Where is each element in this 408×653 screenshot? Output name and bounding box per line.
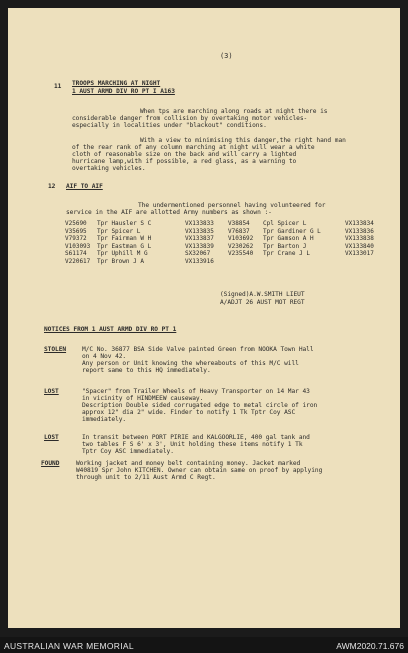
notice-line: immediately.	[82, 416, 127, 423]
signature-title: A/ADJT 26 AUST MOT REGT	[220, 299, 305, 306]
table-cell: V35695	[65, 227, 87, 235]
table-cell: SX32067	[185, 250, 211, 258]
table-cell: V230262	[228, 242, 254, 250]
table-cell: VX133837	[185, 235, 214, 243]
table-cell: S61174	[65, 250, 87, 258]
table-cell: VX133017	[345, 250, 374, 258]
section-12-heading: AIF TO AIF	[66, 183, 103, 190]
section-11-heading: TROOPS MARCHING AT NIGHT	[72, 80, 161, 87]
notice-line: Any person or Unit knowing the whereabouts of this M/C will	[82, 360, 299, 367]
archive-footer	[0, 637, 408, 653]
table-row	[65, 228, 395, 236]
personnel-table	[65, 220, 395, 270]
table-cell: Tpr Gamson A H	[263, 235, 314, 243]
table-cell: Tpr Gardiner G L	[263, 227, 321, 235]
notice-line: approx 12" dia 2" wide. Finder to notify 1 Tk Tptr Coy ASC	[82, 409, 296, 416]
notice-line: report same to this HQ immediately.	[82, 367, 211, 374]
table-cell: VX133840	[345, 242, 374, 250]
section-11-para1-line: especially in localities under "blackout" conditions.	[72, 122, 267, 129]
notice-line: in vicinity of HINDMEEW causeway.	[82, 395, 204, 402]
table-cell: V38854	[228, 220, 250, 227]
page-number: (3)	[220, 52, 233, 60]
table-cell: VX133916	[185, 257, 214, 265]
notices-heading: NOTICES FROM 1 AUST ARMD DIV RO PT 1	[44, 326, 177, 333]
section-11-reference: 1 AUST ARMD DIV RO PT I A163	[72, 88, 175, 95]
table-cell: V103692	[228, 235, 254, 243]
table-cell: Tpr Barton J	[263, 242, 307, 250]
notice-line: M/C No. 36877 BSA Side Valve painted Green from NOOKA Town Hall	[82, 346, 314, 353]
table-cell: V103093	[65, 242, 91, 250]
section-11-para2-line: With a view to minimising this danger,the right hand man	[140, 137, 346, 144]
table-row	[65, 258, 395, 266]
table-cell: V76837	[228, 227, 250, 235]
notice-line: In transit between PORT PIRIE and KALGOORLIE, 400 gal tank and	[82, 434, 310, 441]
table-row	[65, 220, 395, 228]
table-cell: V220617	[65, 257, 91, 265]
notice-line: Description Double sided corrugated edge to metal circle of iron	[82, 402, 318, 409]
table-cell: VX133838	[345, 235, 374, 243]
notice-line: Working jacket and money belt containing money. Jacket marked	[76, 460, 301, 467]
table-cell: Tpr Uphill M G	[97, 250, 148, 258]
footer-accession-number: AWM2020.71.676	[336, 641, 404, 651]
table-cell: V79372	[65, 235, 87, 243]
notice-line: Tptr Coy ASC immediately.	[82, 448, 174, 455]
table-row	[65, 235, 395, 243]
notice-line: on 4 Nov 42.	[82, 353, 127, 360]
notice-label-lost: LOST	[44, 388, 59, 395]
signature-line: (Signed)A.W.SMITH LIEUT	[220, 291, 305, 298]
notice-line: "Spacer" from Trailer Wheels of Heavy Transporter on 14 Mar 43	[82, 388, 310, 395]
table-row	[65, 243, 395, 251]
section-12-intro-line: service in the AIF are allotted Army numbers as shown :-	[66, 209, 272, 216]
table-cell: V235540	[228, 250, 254, 258]
table-row	[65, 250, 395, 258]
notice-label-lost: LOST	[44, 434, 59, 441]
table-cell: V25690	[65, 220, 87, 227]
section-11-para1-line: When tps are marching along roads at night there is	[140, 108, 328, 115]
table-cell: VX133834	[345, 220, 374, 227]
section-11-para2-line: overtaking vehicles.	[72, 165, 146, 172]
table-cell: Tpr Spicer L	[97, 227, 141, 235]
table-cell: Tpr Hausler S C	[97, 220, 152, 227]
table-cell: VX133835	[185, 227, 214, 235]
section-11-para1-line: considerable danger from collision by overtaking motor vehicles-	[72, 115, 308, 122]
notice-line: W40819 Spr John KITCHEN. Owner can obtain same on proof by applying	[76, 467, 323, 474]
table-cell: Tpr Crane J L	[263, 250, 310, 258]
footer-institution: AUSTRALIAN WAR MEMORIAL	[4, 641, 134, 651]
table-cell: Cpl Spicer L	[263, 220, 307, 227]
table-cell: Tpr Eastman G L	[97, 242, 152, 250]
section-11-number: 11	[54, 83, 62, 90]
table-cell: Tpr Brown J A	[97, 257, 144, 265]
section-11-para2-line: of the rear rank of any column marching at night will wear a white	[72, 144, 315, 151]
section-12-intro-line: The undermentioned personnel having volunteered for	[138, 202, 326, 209]
table-cell: VX133839	[185, 242, 214, 250]
notice-label-stolen: STOLEN	[44, 346, 67, 353]
table-cell: VX133836	[345, 227, 374, 235]
notice-line: two tables F S 6' x 3', Unit holding these items notify 1 Tk	[82, 441, 303, 448]
section-12-number: 12	[48, 183, 56, 190]
section-11-para2-line: cloth of reasonable size on the back and will carry a lighted	[72, 151, 297, 158]
notice-line: through unit to 2/11 Aust Armd C Regt.	[76, 474, 216, 481]
notice-label-found: FOUND	[41, 460, 60, 467]
section-11-para2-line: hurricane lamp,with if possible, a red glass, as a warning to	[72, 158, 297, 165]
table-cell: Tpr Fairman W H	[97, 235, 152, 243]
table-cell: VX133833	[185, 220, 214, 227]
document-page	[8, 8, 400, 628]
